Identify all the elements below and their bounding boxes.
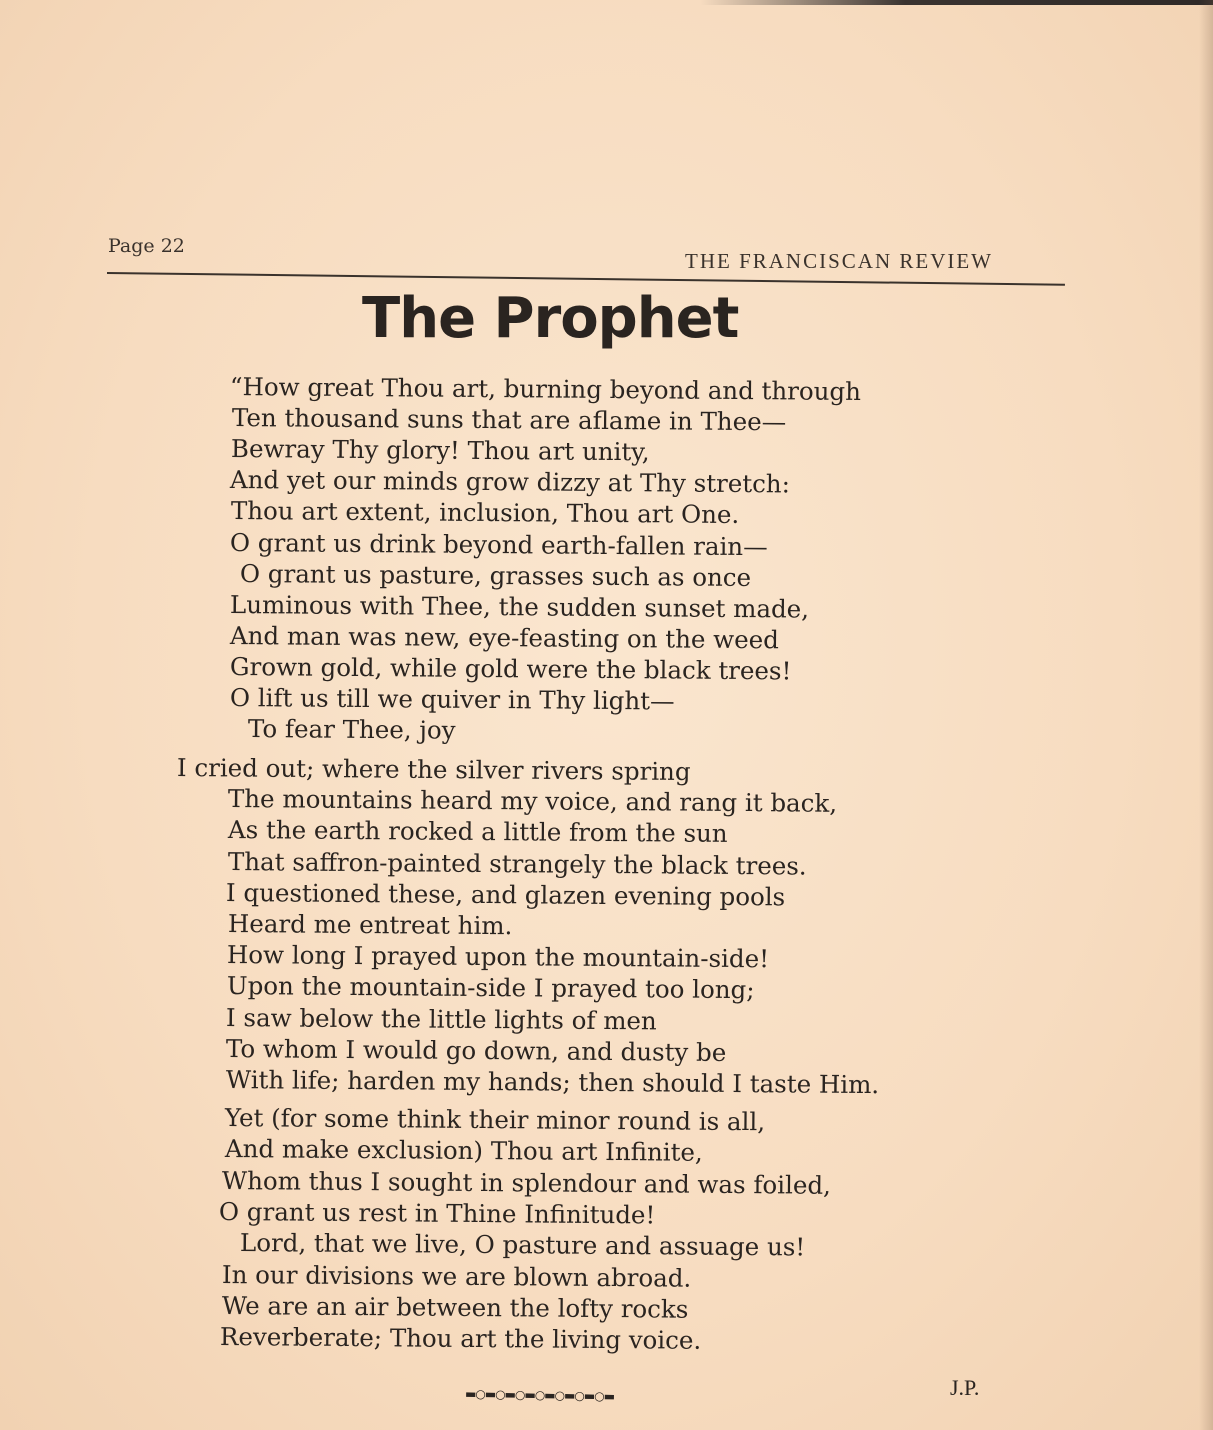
poem-line: I questioned these, and glazen evening pools [225,877,786,912]
poem-line: And man was new, eye-feasting on the weed [229,620,779,655]
poem-line: And make exclusion) Thou art Infinite, [224,1134,703,1168]
poem-line: “How great Thou art, burning beyond and through [229,372,862,406]
poem-line: Reverberate; Thou art the living voice. [219,1322,702,1355]
journal-title: THE FRANCISCAN REVIEW [685,249,993,273]
poem-line: Bewray Thy glory! Thou art unity, [230,434,650,467]
poem-line: Lord, that we live, O pasture and assuage us! [239,1228,806,1262]
poem-line: How long I prayed upon the mountain-side! [226,940,770,974]
poem-line: I saw below the little lights of men [225,1002,657,1035]
poem-line: O grant us drink beyond earth-fallen rain— [229,527,768,561]
page-number: Page 22 [108,235,185,257]
header-rule [107,272,1065,286]
poem-line: I cried out; where the silver rivers spring [176,753,691,787]
poem-title: The Prophet [362,286,739,351]
poem-line: We are an air between the lofty rocks [221,1290,689,1324]
poem-line: Upon the mountain-side I prayed too long; [226,971,755,1005]
poem-line: Grown gold, while gold were the black trees! [229,651,792,686]
poem-line: Luminous with Thee, the sudden sunset made, [229,589,810,624]
poem-line: With life; harden my hands; then should I taste Him. [225,1065,880,1100]
author-signature: J.P. [950,1375,980,1400]
poem-line: Whom thus I sought in splendour and was foiled, [221,1165,832,1200]
poem-line: To whom I would go down, and dusty be [225,1033,727,1067]
poem-line: And yet our minds grow dizzy at Thy stretch: [229,465,791,499]
poem-line: O lift us till we quiver in Thy light— [229,683,675,716]
poem-line: Ten thousand suns that are aflame in Thee— [231,403,787,437]
poem-line: Thou art extent, inclusion, Thou art One. [230,496,740,530]
poem-line: The mountains heard my voice, and rang it back, [227,784,838,818]
page-binding-edge [1199,0,1213,1430]
poem-line: As the earth rocked a little from the sun [227,815,728,849]
poem-line: Heard me entreat him. [227,909,513,941]
page-edge-shadow [700,0,1213,5]
ornamental-divider: ▬○▬○▬○▬○▬○▬○▬○▬ [464,1386,615,1404]
poem-line: Yet (for some think their minor round is all, [224,1103,766,1137]
poem-line: O grant us rest in Thine Infinitude! [218,1196,656,1230]
poem-line: That saffron-painted strangely the black trees. [227,846,807,881]
poem-line: O grant us pasture, grasses such as once [239,558,752,592]
poem-line: In our divisions we are blown abroad. [221,1259,692,1293]
poem-line: To fear Thee, joy [247,714,456,745]
